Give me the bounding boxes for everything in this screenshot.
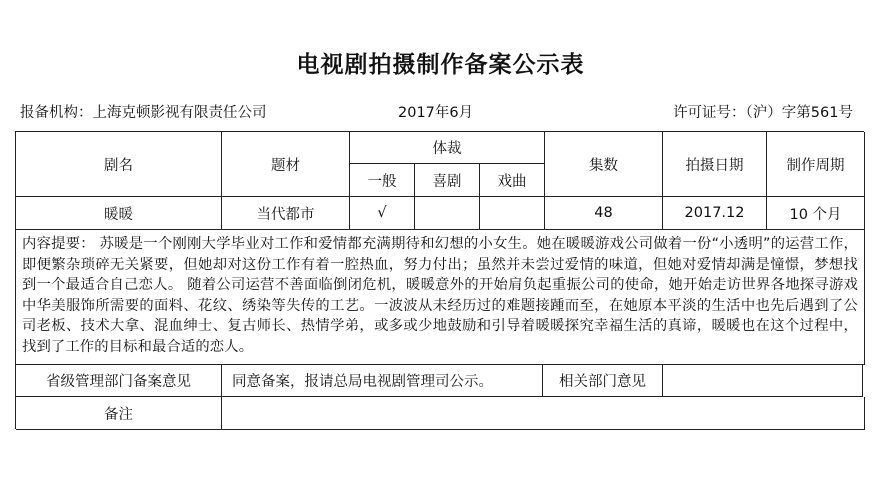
cell-genre-opera — [480, 197, 545, 230]
provincial-opinion-label: 省级管理部门备案意见 — [16, 365, 222, 397]
filing-date: 2017年6月 — [398, 105, 474, 121]
cell-name: 暖暖 — [16, 197, 222, 230]
remark-value — [222, 397, 865, 430]
header-period: 制作周期 — [767, 132, 865, 197]
remark-label: 备注 — [16, 397, 222, 430]
content-summary: 内容提要： 苏暖是一个刚刚大学毕业对工作和爱情都充满期待和幻想的小女生。她在暖暖游戏公司做着一份“小透明”的运营工作，即便繁杂琐碎无关紧要，但她却对这份工作有着一腔热血，努力付出；虽然并未尝过爱情的味道，但她对爱情却满是憧憬，梦想找到一个最适合自己恋人。 随着公司运营不善面临倒闭危机，暖暖意外的开始肩负起重振公司的使命，她开始走访世界各地探寻游戏中华美服饰所需要的面料、花纹、绣染等失传的工艺。一波波从未经历过的难题接踵而至，在她原本平淡的生活中也先后遇到了公司老板、技术大拿、混血绅士、复古师长、热情学弟，或多或少地鼓励和引导着暖暖探究幸福生活的真谛，暖暖也在这个过程中，找到了工作的目标和最合适的恋人。 — [16, 230, 865, 365]
cell-theme: 当代都市 — [222, 197, 350, 230]
cell-episodes: 48 — [545, 197, 663, 230]
header-name: 剧名 — [16, 132, 222, 197]
header-genre-comedy: 喜剧 — [415, 164, 480, 197]
page-title: 电视剧拍摄制作备案公示表 — [296, 52, 585, 78]
provincial-row — [16, 365, 865, 397]
header-episodes: 集数 — [545, 132, 663, 197]
header-genre: 体裁 — [350, 132, 545, 164]
header-genre-opera: 戏曲 — [480, 164, 545, 197]
provincial-opinion-value: 同意备案，报请总局电视剧管理司公示。 — [222, 365, 543, 397]
related-opinion-label: 相关部门意见 — [543, 365, 663, 397]
cell-genre-comedy — [415, 197, 480, 230]
cell-period: 10 个月 — [767, 197, 865, 230]
header-theme: 题材 — [222, 132, 350, 197]
related-opinion-value — [663, 365, 863, 397]
cell-shoot-date: 2017.12 — [663, 197, 767, 230]
filing-agency: 报备机构：上海克顿影视有限责任公司 — [20, 105, 267, 121]
header-genre-general: 一般 — [350, 164, 415, 197]
header-shoot-date: 拍摄日期 — [663, 132, 767, 197]
license-number: 许可证号：（沪）字第561号 — [673, 105, 853, 121]
filing-table — [15, 131, 864, 429]
cell-genre-general: √ — [350, 197, 415, 230]
